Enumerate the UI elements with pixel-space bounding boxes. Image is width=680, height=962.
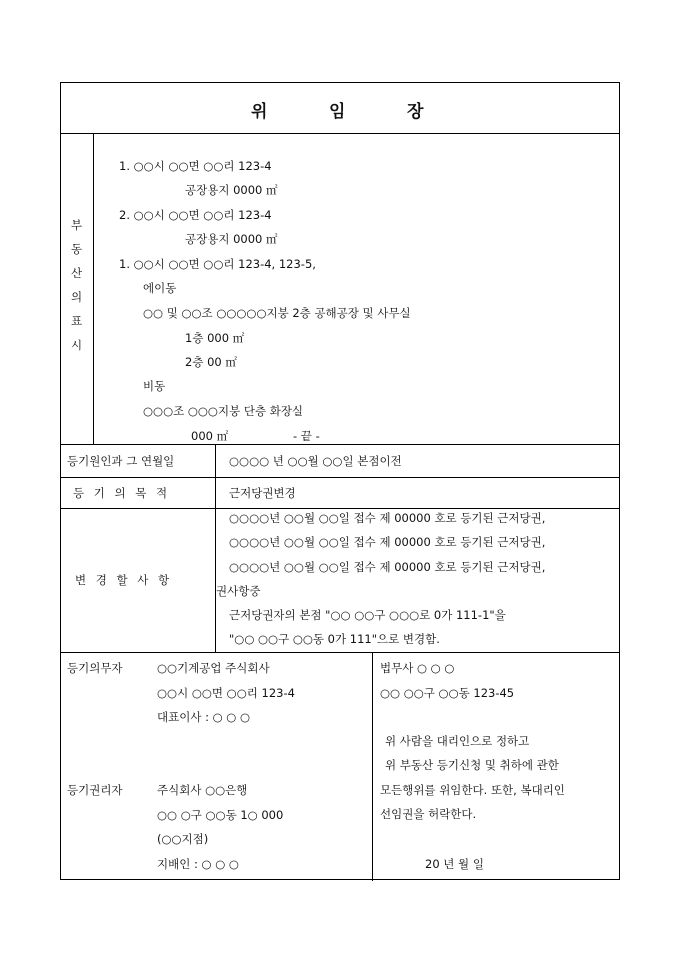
cause-label: 등기원인과 그 연월일 <box>67 454 175 468</box>
property-line: ○○○조 ○○○지붕 단층 화장실 <box>143 404 304 418</box>
end-mark: - 끝 - <box>293 429 320 443</box>
property-line: 2. ○○시 ○○면 ○○리 123-4 <box>119 208 272 222</box>
cause-row <box>61 445 619 478</box>
divider <box>215 509 216 653</box>
change-line: ○○○○년 ○○월 ○○일 접수 제 00000 호로 등기된 근저당권, <box>229 511 546 525</box>
side-label-char: 의 <box>71 290 83 304</box>
side-label-char: 표 <box>71 314 83 328</box>
signing-date: 20 년 월 일 <box>425 857 484 871</box>
property-row-border <box>61 83 619 445</box>
obligor-line: ○○기계공업 주식회사 <box>157 661 270 675</box>
change-line: 근저당권자의 본점 "○○ ○○구 ○○○로 0가 111-1"을 <box>229 608 506 622</box>
title-char-1: 위 <box>251 102 268 122</box>
change-line: 권사항중 <box>216 584 261 598</box>
change-line: ○○○○년 ○○월 ○○일 접수 제 00000 호로 등기된 근저당권, <box>229 560 546 574</box>
side-label-char: 시 <box>71 338 83 352</box>
property-line: ○○ 및 ○○조 ○○○○○지붕 2층 공해공장 및 사무실 <box>143 306 411 320</box>
changes-label: 변 경 할 사 항 <box>75 573 173 587</box>
property-line: 000 ㎡ <box>191 429 229 443</box>
property-line: 1. ○○시 ○○면 ○○리 123-4 <box>119 159 272 173</box>
cause-value: ○○○○ 년 ○○월 ○○일 본점이전 <box>229 454 402 468</box>
agent-line: 법무사 ○ ○ ○ <box>380 661 455 675</box>
property-line: 1층 000 ㎡ <box>185 331 245 345</box>
side-label-char: 부 <box>71 218 83 232</box>
side-label-char: 산 <box>71 266 83 280</box>
property-line: 공장용지 0000 ㎡ <box>185 183 278 197</box>
holder-line: 주식회사 ○○은행 <box>157 783 248 797</box>
agent-line: 선임권을 허락한다. <box>380 807 477 821</box>
side-label-char: 동 <box>71 242 83 256</box>
obligor-line: 대표이사 : ○ ○ ○ <box>157 710 251 724</box>
change-line: ○○○○년 ○○월 ○○일 접수 제 00000 호로 등기된 근저당권, <box>229 535 546 549</box>
property-line: 2층 00 ㎡ <box>185 355 237 369</box>
holder-line: 지배인 : ○ ○ ○ <box>157 857 239 871</box>
divider <box>215 478 216 509</box>
property-line: 1. ○○시 ○○면 ○○리 123-4, 123-5, <box>119 257 316 271</box>
title-char-2: 임 <box>329 102 346 122</box>
agent-line: ○○ ○○구 ○○동 123-45 <box>380 686 515 700</box>
property-line: 에이동 <box>143 281 177 295</box>
obligor-label: 등기의무자 <box>67 661 123 675</box>
divider <box>215 445 216 478</box>
purpose-label: 등 기 의 목 적 <box>73 486 171 500</box>
change-line: "○○ ○○구 ○○동 0가 111"으로 변경함. <box>229 632 440 646</box>
holder-line: (○○지점) <box>157 832 209 846</box>
purpose-value: 근저당권변경 <box>229 486 296 500</box>
holder-line: ○○ ○구 ○○동 1○ 000 <box>157 808 284 822</box>
changes-row <box>61 509 619 653</box>
agent-line: 위 사람을 대리인으로 정하고 <box>385 734 530 748</box>
title-char-3: 장 <box>407 102 424 122</box>
obligor-line: ○○시 ○○면 ○○리 123-4 <box>157 686 295 700</box>
agent-line: 모든행위를 위임한다. 또한, 복대리인 <box>380 783 565 797</box>
property-line: 비동 <box>143 379 166 393</box>
agent-line: 위 부동산 등기신청 및 취하에 관한 <box>385 758 559 772</box>
property-line: 공장용지 0000 ㎡ <box>185 232 278 246</box>
holder-label: 등기권리자 <box>67 783 123 797</box>
power-of-attorney-form <box>60 82 620 880</box>
divider <box>372 653 373 881</box>
purpose-row <box>61 478 619 509</box>
